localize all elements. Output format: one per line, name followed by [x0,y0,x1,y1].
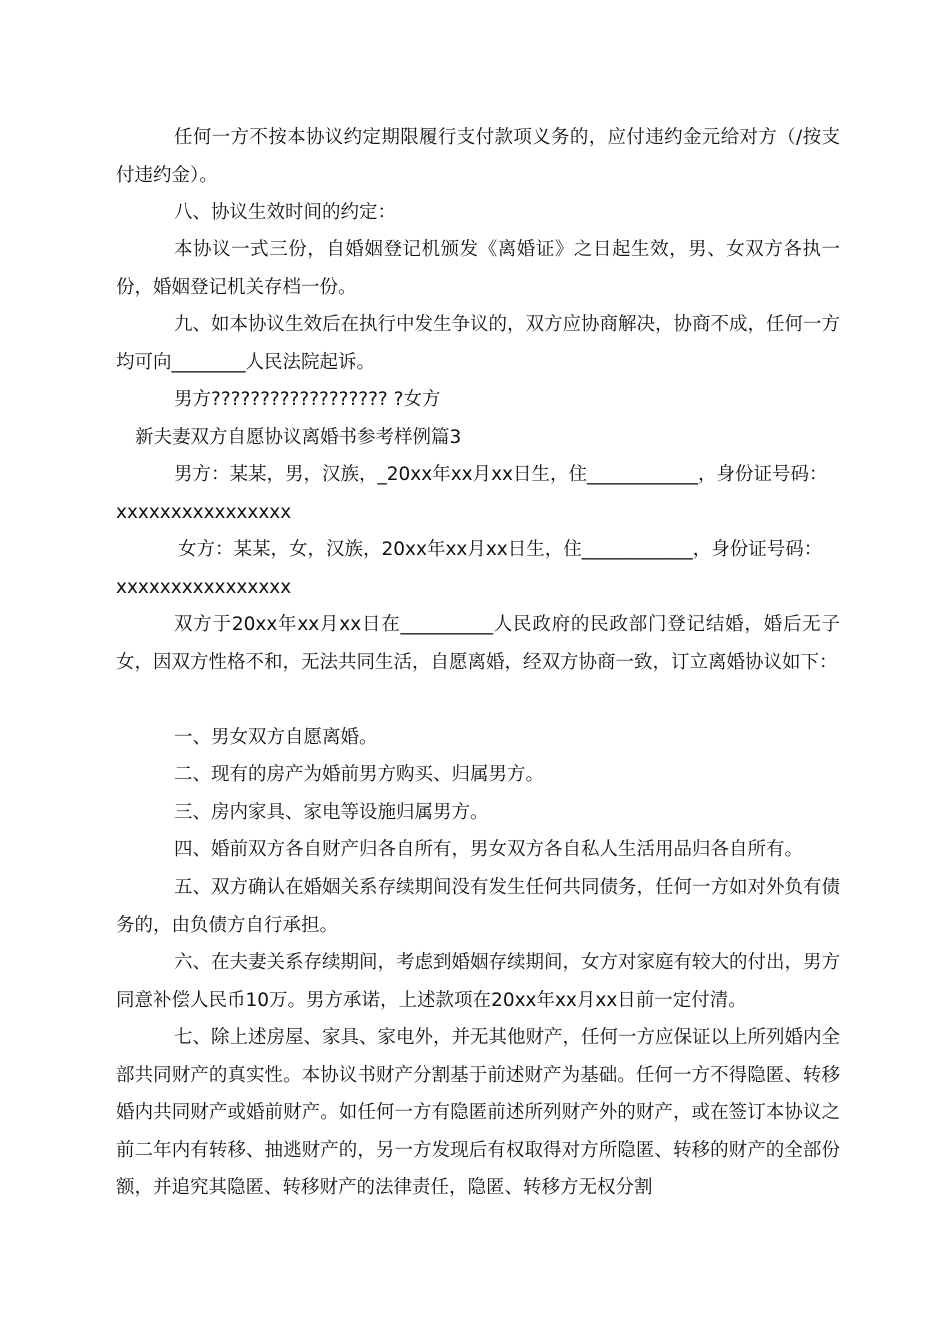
document-section-title: 新夫妻双方自愿协议离婚书参考样例篇3 [135,427,462,448]
signature-line: 男方?????????????????? ?女方 [174,389,441,410]
paragraph-copies-clause: 本协议一式三份，自婚姻登记机颁发《离婚证》之日起生效，男、女双方各执一份，婚姻登记机关存档一份。 [116,239,840,298]
clause-1: 一、男女双方自愿离婚。 [174,727,378,748]
clause-6: 六、在夫妻关系存续期间，考虑到婚姻存续期间，女方对家庭有较大的付出，男方同意补偿人民币10万。男方承诺，上述款项在20xx年xx月xx日前一定付清。 [116,952,841,1011]
male-party-info: 男方：某某，男，汉族，_20xx年xx月xx日生，住____________，身份证号码： [174,464,828,485]
section-heading-effective-time: 八、协议生效时间的约定： [174,202,397,223]
clause-4: 四、婚前双方各自财产归各自所有，男女双方各自私人生活用品归各自所有。 [174,839,804,860]
clause-7: 七、除上述房屋、家具、家电外，并无其他财产，任何一方应保证以上所列婚内全部共同财产的真实性。本协议书财产分割基于前述财产为基础。任何一方不得隐匿、转移婚内共同财产或婚前财产。如任何一方有隐匿前述所列财产外的财产，或在签订本协议之前二年内有转移、抽逃财产的，另一方发现后有权取得对方所隐匿、转移的财产的全部份额，并追究其隐匿、转移财产的法律责任，隐匿、转移方无权分割 [116,1027,841,1198]
clause-2: 二、现有的房产为婚前男方购买、归属男方。 [174,764,545,785]
paragraph-penalty-clause: 任何一方不按本协议约定期限履行支付款项义务的，应付违约金元给对方（/按支付违约金）。 [116,127,840,186]
clause-5: 五、双方确认在婚姻关系存续期间没有发生任何共同债务，任何一方如对外负有债务的，由负债方自行承担。 [116,877,841,936]
paragraph-dispute-clause: 九、如本协议生效后在执行中发生争议的，双方应协商解决，协商不成，任何一方均可向________人民法院起诉。 [116,314,841,373]
clause-3: 三、房内家具、家电等设施归属男方。 [174,802,489,823]
female-party-info: 女方：某某，女，汉族，20xx年xx月xx日生，住____________，身份证号码： [178,539,823,560]
paragraph-marriage-background: 双方于20xx年xx月xx日在__________人民政府的民政部门登记结婚，婚后无子女，因双方性格不和，无法共同生活，自愿离婚，经双方协商一致，订立离婚协议如下： [116,614,840,673]
female-party-id-number: xxxxxxxxxxxxxxxx [116,577,292,598]
male-party-id-number: xxxxxxxxxxxxxxxx [116,502,292,523]
